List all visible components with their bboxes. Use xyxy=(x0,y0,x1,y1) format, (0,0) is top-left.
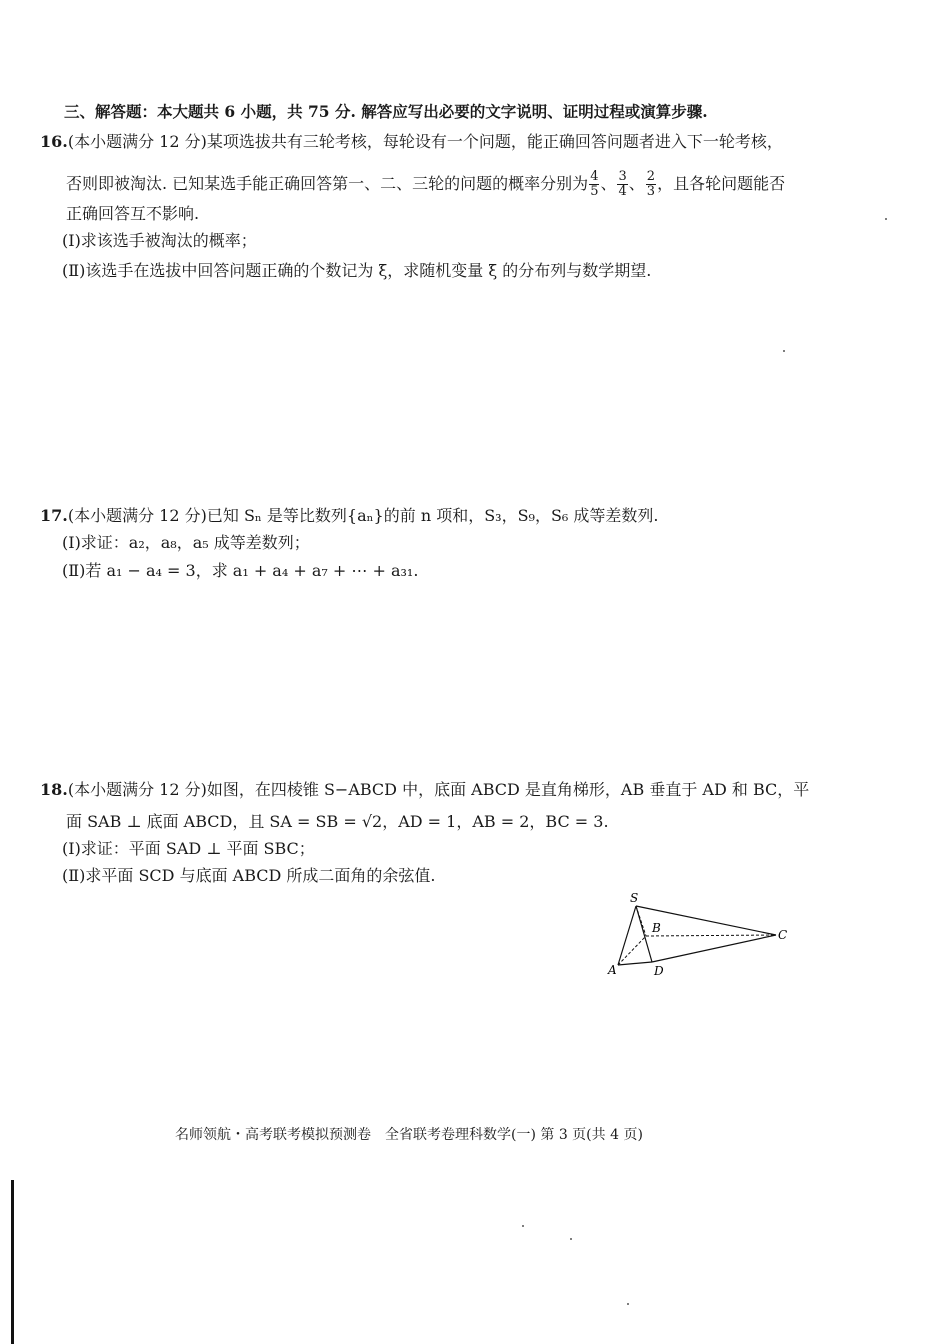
fraction-numerator: 3 xyxy=(618,169,627,184)
edge-BC xyxy=(646,935,776,936)
question-16-text3: ，且各轮问题能否 xyxy=(657,174,786,193)
question-16-text1: (本小题满分 12 分)某项选拔共有三轮考核，每轮设有一个问题，能正确回答问题者进入下一轮考核， xyxy=(67,132,783,151)
question-16-line1 xyxy=(40,132,783,152)
question-16-number: 16. xyxy=(40,132,68,151)
fraction-denominator: 5 xyxy=(590,184,599,199)
edge-DC xyxy=(652,935,776,962)
question-18-line1 xyxy=(40,780,809,800)
question-16-part2: (Ⅱ)该选手在选拔中回答问题正确的个数记为 ξ，求随机变量 ξ 的分布列与数学期望. xyxy=(62,261,652,280)
edge-SD xyxy=(636,906,652,962)
section-header: 三、解答题：本大题共 6 小题，共 75 分. 解答应写出必要的文字说明、证明过程或演算步骤. xyxy=(64,102,708,121)
question-18-part1: (Ⅰ)求证：平面 SAD ⊥ 平面 SBC； xyxy=(62,839,315,858)
label-S: S xyxy=(630,891,639,905)
scan-speck xyxy=(627,1303,629,1305)
fraction-2-3 xyxy=(646,170,656,199)
scan-speck xyxy=(783,350,785,352)
question-17-part1: (Ⅰ)求证：a₂，a₈，a₅ 成等差数列； xyxy=(62,533,310,552)
question-16-part1: (Ⅰ)求该选手被淘汰的概率； xyxy=(62,231,257,250)
scan-speck xyxy=(885,218,887,220)
question-17-text1: (本小题满分 12 分)已知 Sₙ 是等比数列{aₙ}的前 n 项和，S₃，S₉，S₆ 成等差数列. xyxy=(67,506,659,525)
question-17-number: 17. xyxy=(40,506,68,525)
scan-speck xyxy=(570,1238,572,1240)
page-footer: 名师领航・高考联考模拟预测卷 全省联考卷理科数学(一) 第 3 页(共 4 页) xyxy=(175,1127,643,1143)
fraction-numerator: 2 xyxy=(646,169,656,184)
question-17-part2: (Ⅱ)若 a₁ − a₄ = 3，求 a₁ + a₄ + a₇ + ⋯ + a₃₁. xyxy=(62,561,419,580)
label-B: B xyxy=(652,921,661,935)
question-17-line1 xyxy=(40,506,659,526)
fraction-4-5 xyxy=(589,170,599,199)
question-18-line2: 面 SAB ⊥ 底面 ABCD，且 SA = SB = √2，AD = 1，AB = 2，BC = 3. xyxy=(66,812,609,831)
fraction-numerator: 4 xyxy=(590,169,599,184)
separator: 、 xyxy=(600,174,617,193)
question-18-number: 18. xyxy=(40,780,68,799)
edge-AD xyxy=(618,962,652,965)
question-18-part2: (Ⅱ)求平面 SCD 与底面 ABCD 所成二面角的余弦值. xyxy=(62,866,436,885)
label-D: D xyxy=(654,964,664,978)
question-16-line3: 正确回答互不影响. xyxy=(66,204,200,223)
fraction-3-4 xyxy=(617,170,627,199)
question-18-text1: (本小题满分 12 分)如图，在四棱锥 S−ABCD 中，底面 ABCD 是直角梯形，AB 垂直于 AD 和 BC，平 xyxy=(67,780,810,799)
question-16-line2 xyxy=(66,170,785,199)
scan-speck xyxy=(522,1225,524,1227)
fraction-denominator: 3 xyxy=(646,184,656,199)
fraction-denominator: 4 xyxy=(618,184,627,199)
separator: 、 xyxy=(628,174,645,193)
scan-margin-bar xyxy=(11,1180,14,1344)
label-C: C xyxy=(778,928,788,942)
question-16-text2: 否则即被淘汰. 已知某选手能正确回答第一、二、三轮的问题的概率分别为 xyxy=(66,174,589,193)
pyramid-figure xyxy=(600,888,800,988)
label-A: A xyxy=(608,963,617,977)
